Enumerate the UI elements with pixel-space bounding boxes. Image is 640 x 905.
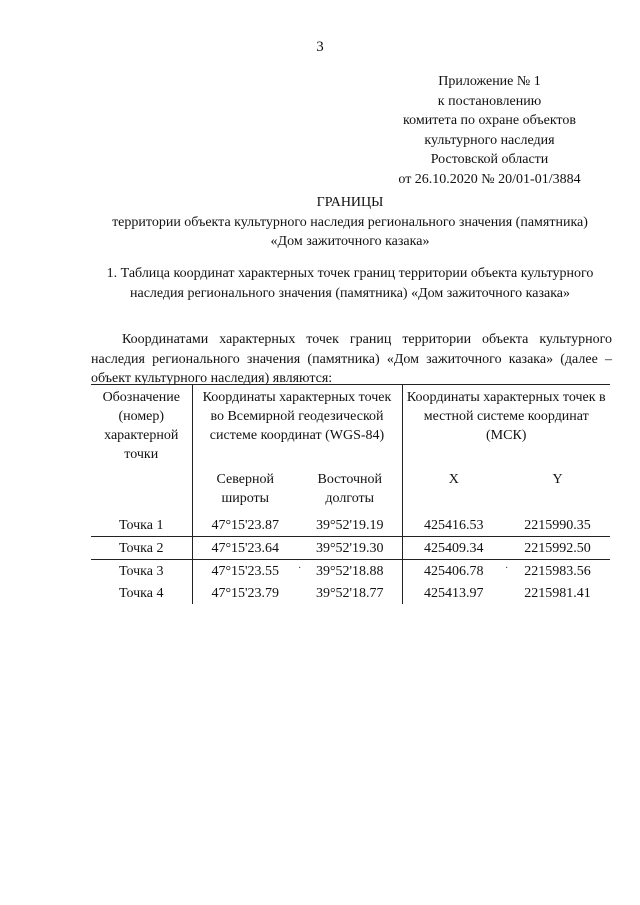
- cell-lon: 39°52'19.19: [315, 517, 384, 533]
- table-row: [91, 560, 610, 583]
- scan-dot-mark: ·: [298, 563, 302, 574]
- subheader-empty: [91, 470, 192, 514]
- appendix-line: Ростовской области: [430, 152, 549, 167]
- header-msk: Координаты характерных точек в местной системе координат (МСК): [402, 385, 610, 471]
- cell-lat: 47°15'23.87: [192, 514, 298, 537]
- intro-paragraph: Координатами характерных точек границ территории объекта культурного наследия регионального значения (памятника) «Дом зажиточного казака» (далее – объект культурного наследия) являются:: [91, 332, 612, 386]
- subheader-lon: Восточной долготы: [317, 472, 382, 506]
- cell-point: Точка 3: [91, 560, 192, 583]
- subheader-y: Y: [552, 472, 563, 487]
- scan-dot-mark: ·: [505, 563, 509, 574]
- cell-y: 2215990.35: [524, 517, 591, 533]
- cell-lat: 47°15'23.79: [192, 582, 298, 604]
- appendix-line: от 26.10.2020 № 20/01-01/3884: [398, 171, 581, 187]
- table-title: 1. Таблица координат характерных точек границ территории объекта культурного наследия регионального значения (памятника) «Дом зажиточного казака»: [106, 266, 594, 301]
- heading-subtitle: «Дом зажиточного казака»: [270, 234, 430, 249]
- cell-point: Точка 2: [91, 537, 192, 560]
- table-header-row: [91, 385, 610, 471]
- coordinates-table: [91, 384, 610, 604]
- subheader-x: X: [402, 470, 505, 514]
- page-number: 3: [316, 39, 324, 55]
- cell-x: 425416.53: [402, 514, 505, 537]
- appendix-line: комитета по охране объектов: [403, 113, 576, 128]
- cell-x: 425409.34: [402, 537, 505, 560]
- appendix-line: Приложение № 1: [438, 74, 541, 89]
- cell-point: Точка 4: [119, 585, 164, 601]
- table-row: [91, 582, 610, 604]
- cell-x: 425406.78: [402, 560, 505, 583]
- cell-lat: 47°15'23.55: [192, 560, 298, 583]
- cell-lon: 39°52'18.77: [315, 585, 384, 601]
- heading-title: ГРАНИЦЫ: [316, 195, 384, 210]
- cell-point: Точка 1: [119, 517, 164, 533]
- cell-lon: 39°52'18.88: [298, 560, 402, 583]
- cell-x: 425413.97: [402, 582, 505, 604]
- appendix-line: к постановлению: [437, 93, 542, 109]
- cell-lat: 47°15'23.64: [192, 537, 298, 560]
- document-heading: [60, 193, 640, 252]
- subheader-lat: Северной широты: [192, 470, 298, 514]
- heading-subtitle: территории объекта культурного наследия регионального значения (памятника): [112, 214, 588, 230]
- appendix-block: [372, 72, 607, 189]
- table-row: [91, 537, 610, 560]
- cell-y: 2215983.56: [505, 560, 610, 583]
- cell-y: 2215992.50: [505, 537, 610, 560]
- table-subheader-row: [91, 470, 610, 514]
- cell-y: 2215981.41: [524, 585, 591, 601]
- header-wgs84: Координаты характерных точек во Всемирной геодезической системе координат (WGS-84): [192, 385, 402, 471]
- cell-lon: 39°52'19.30: [298, 537, 402, 560]
- table-row: [91, 514, 610, 537]
- header-point: Обозначение (номер) характерной точки: [102, 390, 180, 462]
- appendix-line: культурного наследия: [424, 132, 555, 148]
